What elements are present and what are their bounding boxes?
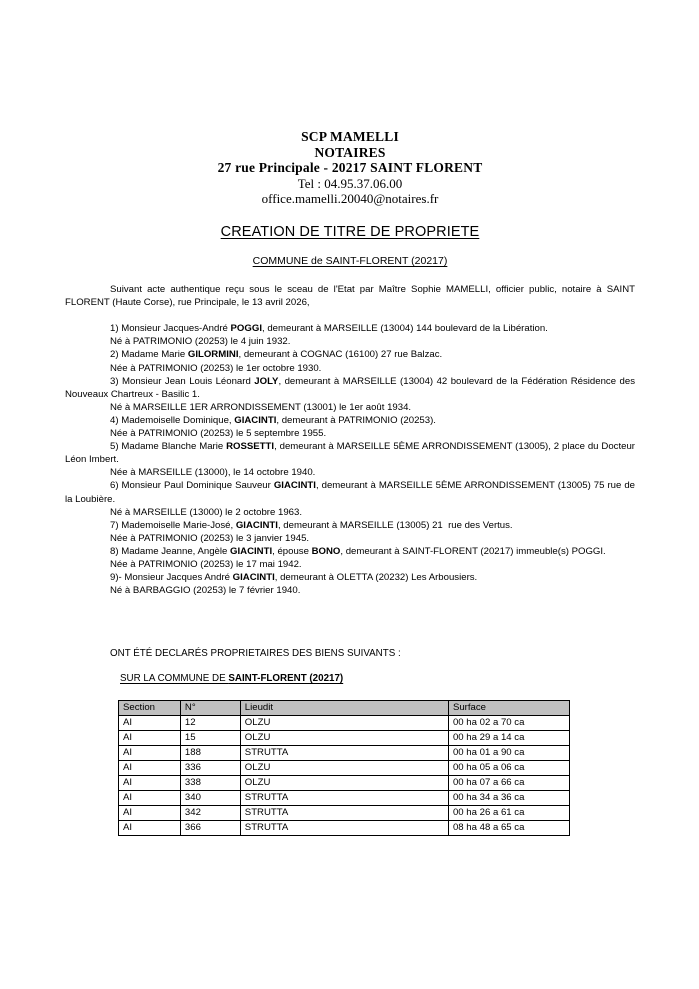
table-row [119,791,570,806]
party-birth-line: Né à PATRIMONIO (20253) le 4 juin 1932. [110,336,291,348]
cell-section: AI [119,776,181,791]
commune-section-prefix: SUR LA COMMUNE DE [120,673,229,684]
party-birth-line: Né à MARSEILLE (13000) le 2 octobre 1963. [110,506,302,518]
party-given-name: Monsieur Jacques André [124,572,233,584]
commune-section-name: SAINT-FLORENT (20217) [228,673,344,684]
cell-surface: 08 ha 48 a 65 ca [448,821,569,836]
party-surname: GIACINTI [235,519,278,531]
party-paragraph [65,571,635,584]
cell-lieudit: STRUTTA [240,821,448,836]
cell-number: 336 [180,761,240,776]
column-header-section: Section [119,701,181,716]
party-surname: GIACINTI [273,480,316,492]
party-birth-line: Né à MARSEILLE 1ER ARRONDISSEMENT (13001) le 1er août 1934. [110,401,412,413]
parcel-table-body [119,716,570,836]
cell-surface: 00 ha 29 a 14 ca [448,731,569,746]
party-number: 6) [110,480,122,492]
party-surname: GIACINTI [234,414,277,426]
cell-section: AI [119,716,181,731]
table-row [119,761,570,776]
declaration-line: ONT ÉTÉ DECLARÉS PROPRIETAIRES DES BIENS SUIVANTS : [110,648,401,659]
cell-section: AI [119,731,181,746]
party-birth-line: Née à PATRIMONIO (20253) le 3 janvier 1945. [110,532,310,544]
table-header-row [119,701,570,716]
cell-lieudit: STRUTTA [240,791,448,806]
party-given-name: Mademoiselle Dominique, [121,414,235,426]
party-paragraph [65,348,635,361]
letterhead [65,129,635,207]
party-address: , demeurant à OLETTA (20232) Les Arbousiers. [274,572,478,584]
party-number: 5) [110,441,122,453]
cell-section: AI [119,761,181,776]
firm-address: 27 rue Principale - 20217 SAINT FLORENT [217,160,483,175]
party-paragraph [65,545,635,558]
party-surname: GIACINTI [232,572,275,584]
cell-lieudit: OLZU [240,761,448,776]
commune-header-text: COMMUNE de SAINT-FLORENT (20217) [252,255,448,267]
commune-header [65,255,635,267]
cell-number: 338 [180,776,240,791]
party-paragraph [65,322,635,335]
party-surname: JOLY [254,375,279,387]
party-paragraph [65,519,635,532]
party-number: 9)- [110,572,125,584]
party-surname: GIACINTI [230,545,273,557]
party-address: , demeurant à MARSEILLE (13004) 144 boulevard de la Libération. [261,323,548,335]
page-title [65,224,635,240]
firm-email: office.mamelli.20040@notaires.fr [261,191,439,206]
party-address: , demeurant à COGNAC (16100) 27 rue Balzac. [238,349,443,361]
parties-list [65,322,638,597]
cell-number: 12 [180,716,240,731]
party-given-name: Madame Marie [121,349,188,361]
column-header-surface: Surface [448,701,569,716]
cell-lieudit: OLZU [240,776,448,791]
cell-lieudit: OLZU [240,716,448,731]
intro-paragraph: Suivant acte authentique reçu sous le sceau de l'Etat par Maître Sophie MAMELLI, officier public, notaire à SAINT FLORENT (Haute Corse), rue Principale, le 13 avril 2026, [65,284,638,309]
party-given-name: Madame Jeanne, Angèle [121,545,231,557]
party-paragraph [65,414,635,427]
party-surname: GILORMINI [187,349,239,361]
cell-lieudit: STRUTTA [240,806,448,821]
cell-lieudit: STRUTTA [240,746,448,761]
party-given-name: Monsieur Jacques-André [121,323,231,335]
party-birth-line: Née à PATRIMONIO (20253) le 5 septembre 1955. [110,428,327,440]
cell-number: 188 [180,746,240,761]
parcel-table [118,700,570,836]
party-birth-line: Née à PATRIMONIO (20253) le 17 mai 1942. [110,558,302,570]
party-birth-line: Né à BARBAGGIO (20253) le 7 février 1940. [110,585,301,597]
party-given-name: Monsieur Jean Louis Léonard [122,375,255,387]
parcel-table-head [119,701,570,716]
party-number: 8) [110,545,122,557]
cell-section: AI [119,806,181,821]
party-paragraph [65,375,638,401]
table-row [119,776,570,791]
firm-name: SCP MAMELLI [301,129,399,144]
party-birth-line: Née à PATRIMONIO (20253) le 1er octobre 1930. [110,362,322,374]
party-paragraph [65,479,638,505]
party-address: , demeurant à MARSEILLE 5ÈME ARRONDISSEMENT (13005), 2 place du Docteur Léon Imbert. [65,441,638,466]
cell-surface: 00 ha 26 a 61 ca [448,806,569,821]
table-row [119,716,570,731]
cell-number: 340 [180,791,240,806]
party-given-name: Mademoiselle Marie-José, [121,519,236,531]
column-header-number: N° [180,701,240,716]
party-spouse-connector: , épouse [272,545,312,557]
party-surname: POGGI [230,323,262,335]
document-body [65,283,638,597]
party-paragraph [65,440,638,466]
party-number: 7) [110,519,122,531]
table-row [119,821,570,836]
party-number: 1) [110,323,122,335]
cell-lieudit: OLZU [240,731,448,746]
paragraph-spacer [65,309,635,322]
cell-surface: 00 ha 34 a 36 ca [448,791,569,806]
cell-section: AI [119,821,181,836]
page-title-text: CREATION DE TITRE DE PROPRIETE [220,224,480,240]
firm-phone: Tel : 04.95.37.06.00 [297,175,403,191]
party-given-name: Monsieur Paul Dominique Sauveur [121,480,274,492]
party-number: 2) [110,349,122,361]
party-birth-line: Née à MARSEILLE (13000), le 14 octobre 1940. [110,467,316,479]
table-row [119,731,570,746]
party-address: , demeurant à SAINT-FLORENT (20217) immeuble(s) POGGI. [340,545,606,557]
commune-section-heading [65,673,635,684]
party-surname: ROSSETTI [226,441,275,453]
party-address: , demeurant à MARSEILLE 5ÈME ARRONDISSEMENT (13005) 75 rue de la Loubière. [65,480,638,505]
cell-number: 15 [180,731,240,746]
cell-number: 342 [180,806,240,821]
party-spouse-surname: BONO [311,545,341,557]
party-address: , demeurant à PATRIMONIO (20253). [276,414,436,426]
party-number: 3) [110,375,122,387]
cell-section: AI [119,746,181,761]
cell-surface: 00 ha 02 a 70 ca [448,716,569,731]
party-address: , demeurant à MARSEILLE (13004) 42 boulevard de la Fédération Résidence des Nouveaux Chartreux - Basilic 1. [65,375,638,400]
cell-surface: 00 ha 01 a 90 ca [448,746,569,761]
table-row [119,806,570,821]
table-row [119,746,570,761]
cell-surface: 00 ha 07 a 66 ca [448,776,569,791]
cell-surface: 00 ha 05 a 06 ca [448,761,569,776]
firm-role: NOTAIRES [314,144,386,160]
party-given-name: Madame Blanche Marie [121,441,227,453]
party-number: 4) [110,414,122,426]
cell-section: AI [119,791,181,806]
column-header-lieudit: Lieudit [240,701,448,716]
party-address: , demeurant à MARSEILLE (13005) 21 rue des Vertus. [277,519,513,531]
cell-number: 366 [180,821,240,836]
